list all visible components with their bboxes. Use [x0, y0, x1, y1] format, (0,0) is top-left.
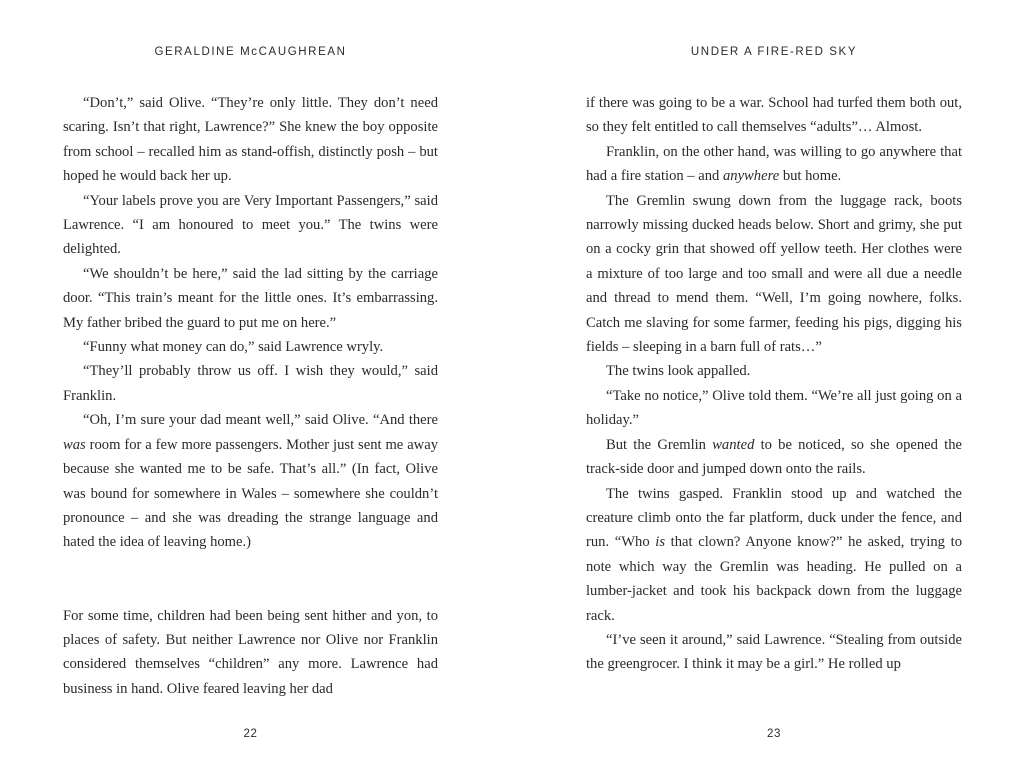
text-run: that clown? Anyone know?” he asked, trying to note which way the Gremlin was heading. He pulled on a lumber-jacket and took his backpack down from the luggage rack.: [586, 534, 962, 624]
text-run: “We shouldn’t be here,” said the lad sitting by the carriage door. “This train’s meant for the little ones. It’s embarrassing. My father bribed the guard to put me on here.”: [63, 265, 438, 331]
page-number-right: 23: [767, 728, 781, 740]
left-page: [63, 0, 438, 780]
text-run: room for a few more passengers. Mother just sent me away because she wanted me to be safe. That’s all.” (In fact, Olive was bound for somewhere in Wales – somewhere she couldn’t pronounce – and she was dreading the strange language and hated the idea of leaving home.): [63, 436, 438, 551]
paragraph: [63, 189, 438, 262]
paragraph: [63, 335, 438, 359]
paragraph: [63, 604, 438, 702]
running-head-right: UNDER A FIRE-RED SKY: [690, 46, 858, 58]
paragraph: [586, 189, 962, 360]
paragraph: [586, 140, 962, 189]
italic-text: anywhere: [722, 168, 780, 185]
text-run: “Oh, I’m sure your dad meant well,” said Olive. “And there: [83, 412, 438, 429]
text-run: but home.: [779, 168, 842, 185]
body-text-left: [63, 91, 438, 701]
text-run: The twins gasped. Franklin stood up and watched the creature climb onto the far platform, duck under the fence, and run. “Who: [586, 485, 962, 551]
running-head-left: GERALDINE McCAUGHREAN: [154, 46, 347, 58]
paragraph: [63, 91, 438, 189]
right-page: [586, 0, 962, 780]
page-number-left: 22: [243, 728, 258, 740]
paragraph: [586, 433, 962, 482]
paragraph: [63, 408, 438, 554]
paragraph: [63, 262, 438, 335]
text-run: “They’ll probably throw us off. I wish they would,” said Franklin.: [63, 363, 438, 404]
text-run: “I’ve seen it around,” said Lawrence. “Stealing from outside the greengrocer. I think it may be a girl.” He rolled up: [586, 631, 962, 673]
text-run: “Take no notice,” Olive told them. “We’re all just going on a holiday.”: [586, 387, 962, 429]
section-break: [63, 555, 438, 604]
body-text-right: [586, 91, 962, 677]
text-run: For some time, children had been being sent hither and yon, to places of safety. But neither Lawrence nor Olive nor Franklin considered themselves “children” any more. Lawrence had business in hand. Olive feared leaving her dad: [63, 607, 438, 697]
italic-text: is: [655, 534, 666, 551]
paragraph: [63, 359, 438, 408]
text-run: to be noticed, so she opened the track-side door and jumped down onto the rails.: [586, 436, 963, 478]
text-run: The twins look appalled.: [606, 363, 751, 380]
text-run: “Funny what money can do,” said Lawrence wryly.: [83, 339, 384, 356]
text-run: “Don’t,” said Olive. “They’re only little. They don’t need scaring. Isn’t that right, Lawrence?” She knew the boy opposite from school – recalled him as stand-offish, distinctly posh – but hoped he would back her up.: [63, 95, 438, 185]
text-run: if there was going to be a war. School had turfed them both out, so they felt entitled to call themselves “adults”… Almost.: [586, 95, 962, 136]
paragraph: [586, 91, 962, 140]
paragraph: [586, 628, 962, 677]
paragraph: [586, 384, 962, 433]
italic-text: wanted: [712, 436, 755, 453]
italic-text: was: [63, 436, 86, 453]
paragraph: [586, 482, 962, 628]
paragraph: [586, 359, 962, 383]
text-run: The Gremlin swung down from the luggage rack, boots narrowly missing ducked heads below. Short and grimy, she put on a cocky grin that showed off yellow teeth. Her clothes were a mixture of too large and too small and were all due a needle and thread to mend them. “Well, I’m going nowhere, folks. Catch me slaving for some farmer, feeding his pigs, digging his fields – sleeping in a barn full of rats…”: [586, 192, 962, 356]
text-run: Franklin, on the other hand, was willing to go anywhere that had a fire station – and: [586, 143, 962, 185]
text-run: But the Gremlin: [606, 436, 713, 453]
text-run: “Your labels prove you are Very Important Passengers,” said Lawrence. “I am honoured to meet you.” The twins were delighted.: [63, 192, 438, 258]
